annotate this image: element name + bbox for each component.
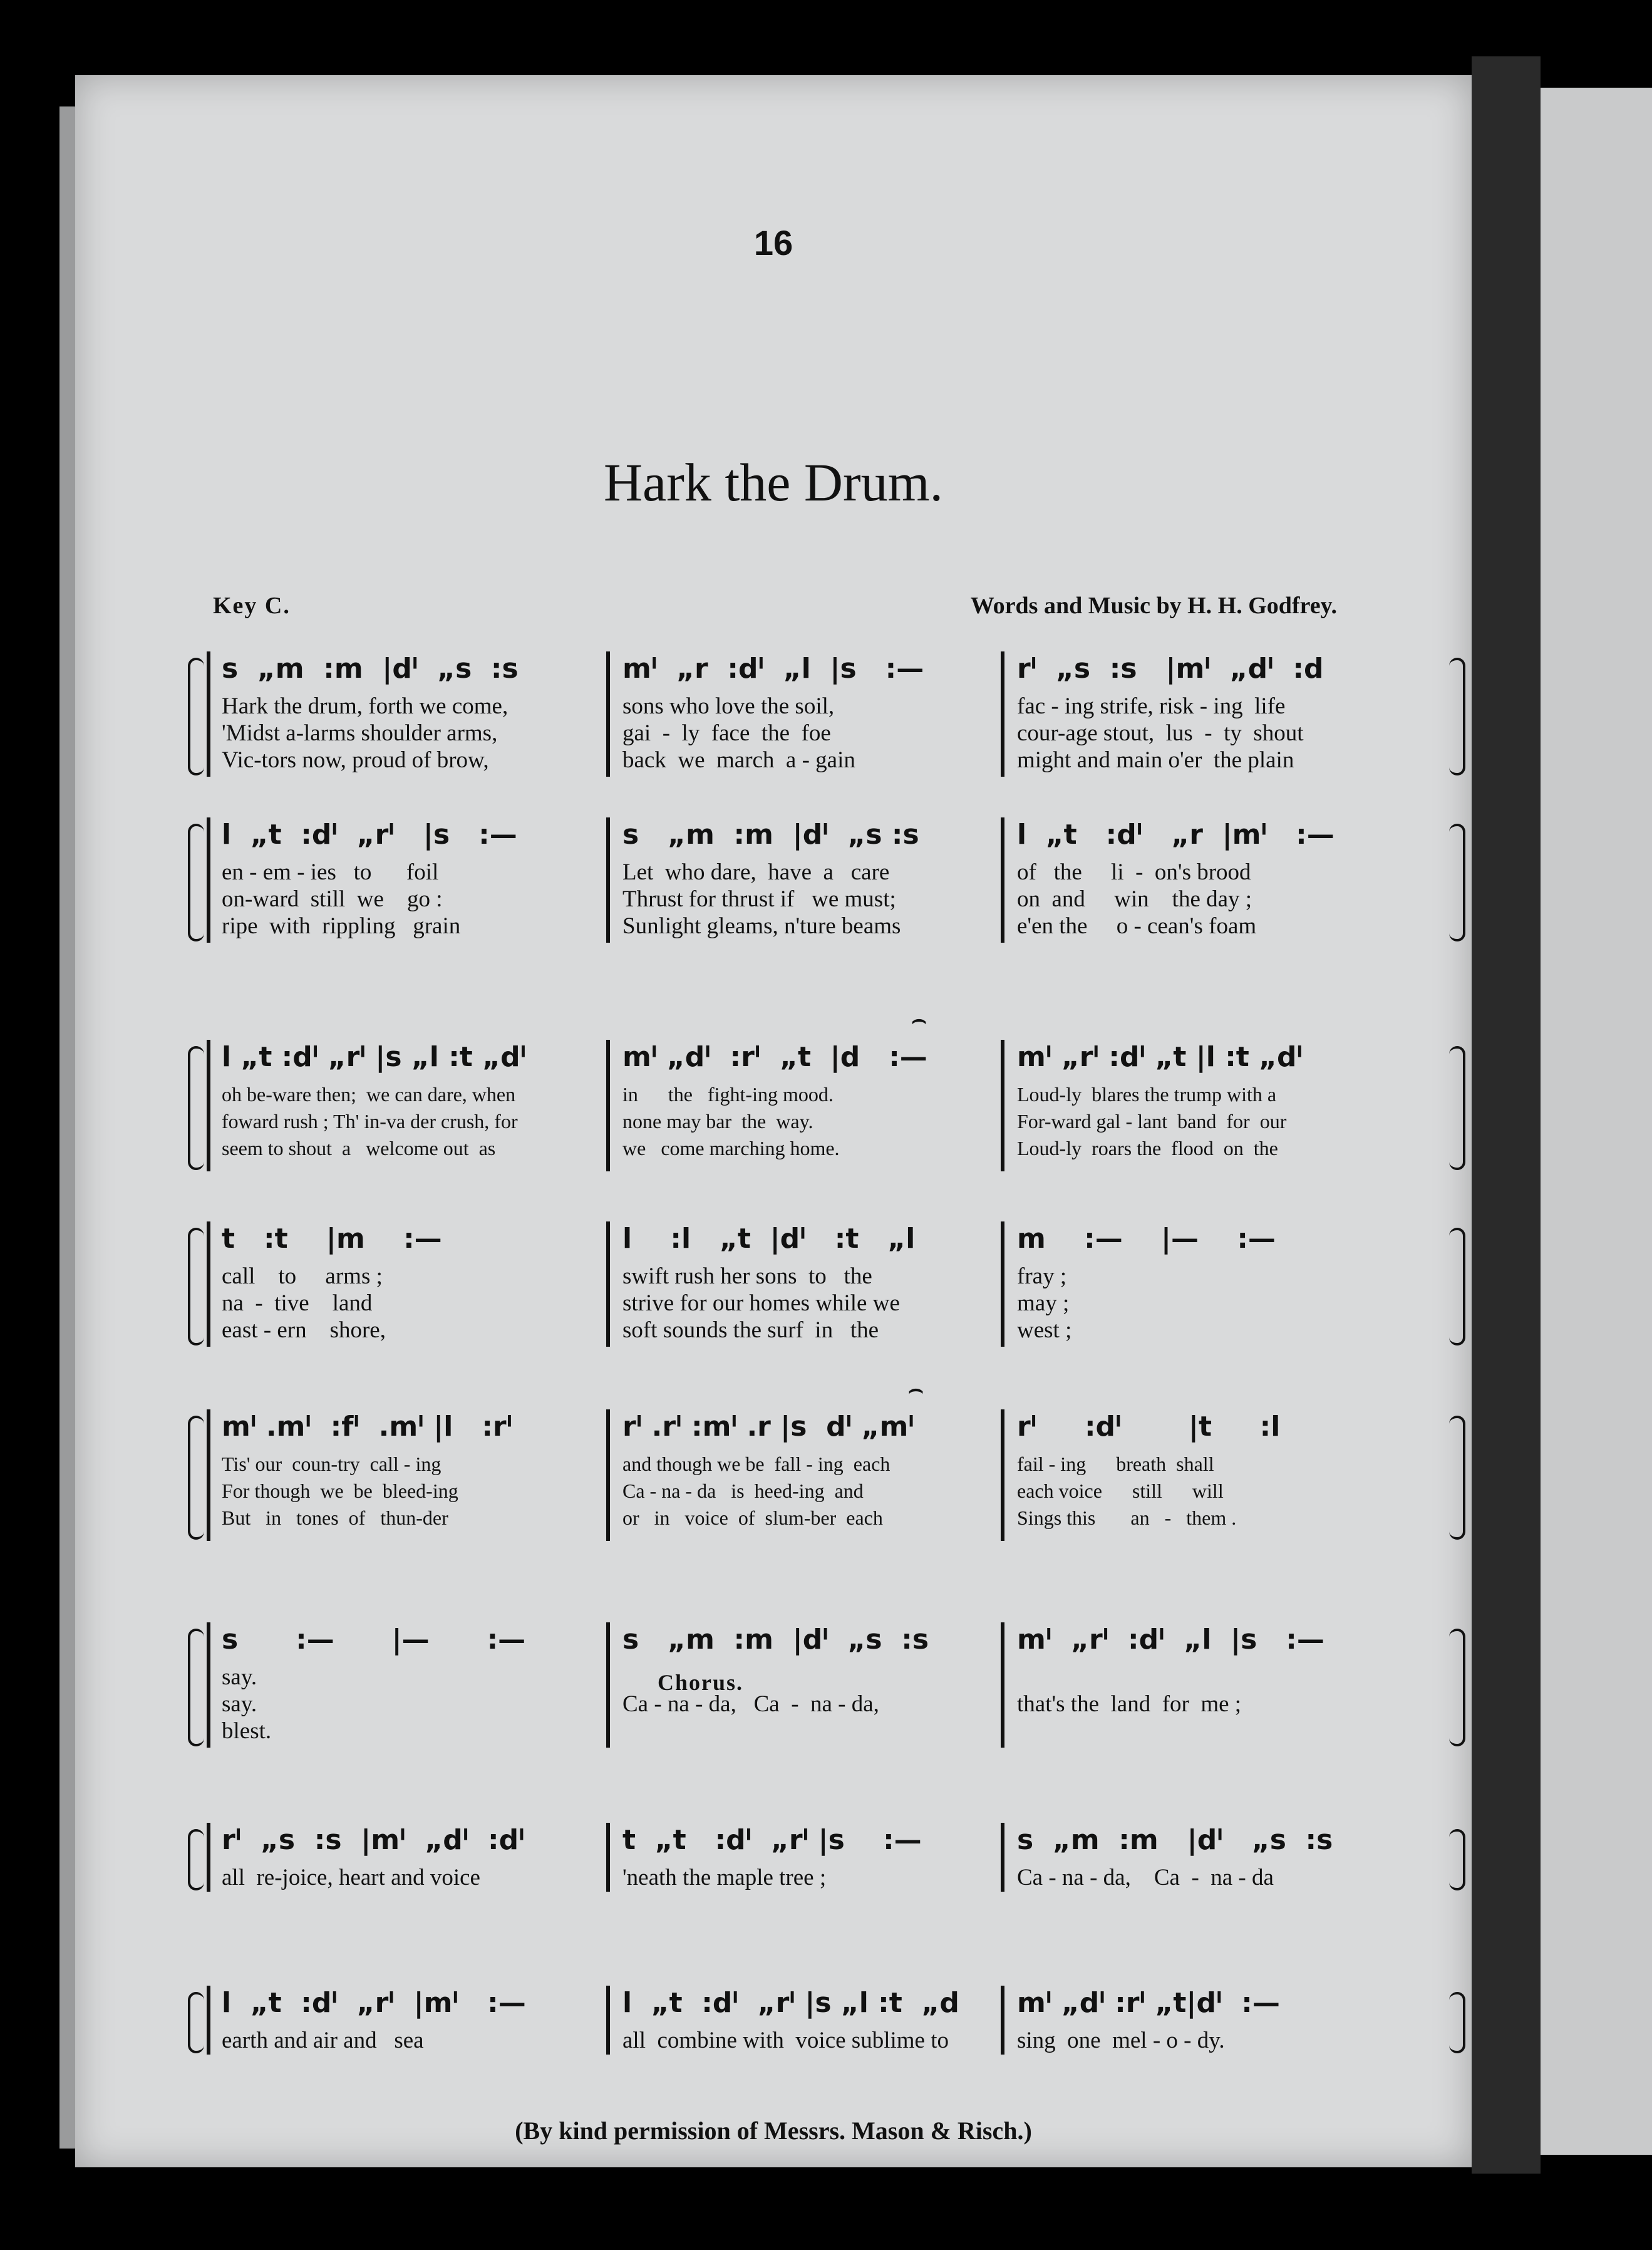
lyric-line [622, 1664, 1004, 1691]
bar-line [1001, 1040, 1004, 1171]
bar-line [207, 1986, 210, 2055]
lyric-line: For though we be bleed-ing [222, 1480, 458, 1502]
lyric-lines [222, 1864, 604, 1891]
lyric-line: Ca - na - da is heed-ing and [622, 1480, 864, 1502]
solfa-notes: l :l „t |dˡ :t „l [622, 1223, 916, 1255]
left-page-edge [59, 106, 77, 2149]
lyric-line: and though we be fall - ing each [622, 1453, 891, 1475]
lyric-line: Let who dare, have a care [622, 859, 890, 885]
solfa-notes: s „m :m |dˡ „s :s [622, 1624, 929, 1656]
solfa-notes: s :— |— :— [222, 1624, 526, 1656]
lyric-line: Tis' our coun-try call - ing [222, 1453, 441, 1475]
lyric-lines [622, 859, 1004, 940]
lyric-line [1017, 1718, 1399, 1745]
permission-note: (By kind permission of Messrs. Mason & Risch.) [515, 2117, 1032, 2145]
bar-line [1001, 1986, 1004, 2055]
lyric-line [1017, 1664, 1399, 1691]
lyric-line: ripe with rippling grain [222, 913, 461, 939]
lyric-line: fac - ing strife, risk - ing life [1017, 693, 1286, 719]
lyric-line: strive for our homes while we [622, 1290, 900, 1316]
page [75, 75, 1472, 2167]
lyric-line: Sings this an - them . [1017, 1506, 1237, 1529]
lyric-line: foward rush ; Th' in-va der crush, for [222, 1110, 518, 1133]
lyric-line: sons who love the soil, [622, 693, 835, 719]
lyric-lines [1017, 859, 1399, 940]
bar-line [207, 1823, 210, 1892]
lyric-lines [222, 1081, 604, 1162]
lyric-line: or in voice of slum-ber each [622, 1506, 883, 1529]
lyric-line: say. [222, 1664, 257, 1690]
lyric-lines [622, 1664, 1004, 1745]
bar-line [207, 1221, 210, 1347]
lyric-line: sing one mel - o - dy. [1017, 2028, 1225, 2053]
lyric-line: Loud-ly blares the trump with a [1017, 1083, 1277, 1106]
music-system [188, 817, 1465, 943]
lyric-lines [1017, 1451, 1399, 1532]
lyric-line: each voice still will [1017, 1480, 1224, 1502]
bar-line [1001, 1622, 1004, 1748]
lyric-line: 'Midst a-larms shoulder arms, [222, 720, 498, 746]
lyric-lines [622, 2027, 1004, 2054]
music-system [188, 651, 1465, 777]
lyric-lines [1017, 1864, 1399, 1891]
bar-line [606, 1040, 610, 1171]
left-brace [188, 1829, 204, 1890]
solfa-notes: l „t :dˡ „rˡ |s :— [222, 819, 517, 851]
solfa-notes: s „m :m |dˡ „s :s [1017, 1824, 1333, 1856]
lyric-lines [622, 1081, 1004, 1162]
lyric-lines [622, 1451, 1004, 1532]
lyric-lines [1017, 1263, 1399, 1344]
chorus-label: Chorus. [658, 1670, 744, 1695]
right-brace [1449, 1228, 1465, 1345]
key-signature: Key C. [213, 593, 291, 619]
lyric-line: all re-joice, heart and voice [222, 1865, 480, 1890]
lyric-line: Thrust for thrust if we must; [622, 886, 896, 912]
solfa-notes: s „m :m |dˡ „s :s [222, 653, 519, 685]
lyric-line: Ca - na - da, Ca - na - da, [622, 1691, 879, 1717]
left-brace [188, 1992, 204, 2053]
lyric-line: may ; [1017, 1290, 1070, 1316]
solfa-notes: rˡ :dˡ |t :l [1017, 1411, 1281, 1443]
solfa-notes: mˡ „rˡ :dˡ „l |s :— [1017, 1624, 1324, 1656]
music-system [188, 1040, 1465, 1171]
lyric-line: soft sounds the surf in the [622, 1317, 879, 1343]
right-brace [1449, 1992, 1465, 2053]
lyric-line: swift rush her sons to the [622, 1263, 872, 1289]
solfa-notes: mˡ „r :dˡ „l |s :— [622, 653, 924, 685]
lyric-line: seem to shout a welcome out as [222, 1137, 496, 1159]
right-brace [1449, 658, 1465, 775]
lyric-line: might and main o'er the plain [1017, 747, 1294, 773]
bar-line [606, 1622, 610, 1748]
bar-line [207, 651, 210, 777]
fermata-mark: ⌢ [911, 1005, 927, 1033]
lyric-line: all combine with voice sublime to [622, 2028, 949, 2053]
solfa-notes: t „t :dˡ „rˡ |s :— [622, 1824, 922, 1856]
author-credit: Words and Music by H. H. Godfrey. [970, 593, 1337, 619]
right-brace [1449, 824, 1465, 941]
bar-line [1001, 1823, 1004, 1892]
solfa-notes: m :— |— :— [1017, 1223, 1276, 1255]
fermata-mark: ⌢ [908, 1375, 924, 1402]
bar-line [1001, 1221, 1004, 1347]
solfa-notes: mˡ „dˡ :rˡ „t |d :— [622, 1041, 927, 1073]
lyric-line: For-ward gal - lant band for our [1017, 1110, 1287, 1133]
right-brace [1449, 1046, 1465, 1170]
lyric-line: that's the land for me ; [1017, 1691, 1242, 1717]
lyric-line: e'en the o - cean's foam [1017, 913, 1257, 939]
lyric-line: Vic-tors now, proud of brow, [222, 747, 489, 773]
left-brace [188, 1629, 204, 1746]
lyric-line: cour-age stout, lus - ty shout [1017, 720, 1304, 746]
lyric-lines [222, 1451, 604, 1532]
bar-line [207, 1622, 210, 1748]
lyric-lines [1017, 1664, 1399, 1745]
lyric-line: back we march a - gain [622, 747, 855, 773]
solfa-notes: mˡ „rˡ :dˡ „t |l :t „dˡ [1017, 1041, 1303, 1073]
solfa-notes: rˡ „s :s |mˡ „dˡ :d [1017, 653, 1324, 685]
lyric-line: in the fight-ing mood. [622, 1083, 834, 1106]
right-brace [1449, 1829, 1465, 1890]
bar-line [606, 1221, 610, 1347]
left-brace [188, 1046, 204, 1170]
bar-line [207, 1409, 210, 1541]
solfa-notes: mˡ .mˡ :fˡ .mˡ |l :rˡ [222, 1411, 513, 1443]
lyric-line: say. [222, 1691, 257, 1717]
solfa-notes: t :t |m :— [222, 1223, 442, 1255]
solfa-notes: l „t :dˡ „rˡ |s „l :t „d [622, 1987, 959, 2019]
lyric-line: of the li - on's brood [1017, 859, 1251, 885]
bar-line [606, 1823, 610, 1892]
left-brace [188, 824, 204, 941]
music-system [188, 1986, 1465, 2055]
bar-line [606, 1986, 610, 2055]
music-system [188, 1221, 1465, 1347]
lyric-line: Loud-ly roars the flood on the [1017, 1137, 1278, 1159]
lyric-line: west ; [1017, 1317, 1072, 1343]
music-system [188, 1622, 1465, 1748]
lyric-line [622, 1718, 1004, 1745]
solfa-notes: rˡ .rˡ :mˡ .r |s dˡ „mˡ [622, 1411, 914, 1443]
lyric-line: earth and air and sea [222, 2028, 424, 2053]
right-brace [1449, 1416, 1465, 1540]
lyric-line: 'neath the maple tree ; [622, 1865, 827, 1890]
facing-page-edge [1541, 88, 1652, 2155]
lyric-line: call to arms ; [222, 1263, 383, 1289]
solfa-notes: s „m :m |dˡ „s :s [622, 819, 919, 851]
lyric-lines [1017, 2027, 1399, 2054]
solfa-notes: l „t :dˡ „r |mˡ :— [1017, 819, 1335, 851]
lyric-lines [1017, 1081, 1399, 1162]
lyric-line: fray ; [1017, 1263, 1067, 1289]
bar-line [1001, 651, 1004, 777]
lyric-lines [622, 1263, 1004, 1344]
right-brace [1449, 1629, 1465, 1746]
left-brace [188, 1416, 204, 1540]
music-system [188, 1823, 1465, 1892]
lyric-lines [222, 1664, 604, 1745]
solfa-notes: mˡ „dˡ :rˡ „t|dˡ :— [1017, 1987, 1280, 2019]
lyric-line: na - tive land [222, 1290, 373, 1316]
lyric-lines [1017, 693, 1399, 774]
lyric-line: blest. [222, 1718, 272, 1744]
lyric-line: east - ern shore, [222, 1317, 386, 1343]
lyric-lines [222, 1263, 604, 1344]
lyric-line: none may bar the way. [622, 1110, 813, 1133]
page-number: 16 [753, 223, 793, 262]
bar-line [606, 1409, 610, 1541]
lyric-lines [222, 693, 604, 774]
solfa-notes: l „t :dˡ „rˡ |s „l :t „dˡ [222, 1041, 527, 1073]
solfa-notes: rˡ „s :s |mˡ „dˡ :dˡ [222, 1824, 525, 1856]
lyric-lines [622, 1864, 1004, 1891]
lyric-line: gai - ly face the foe [622, 720, 831, 746]
lyric-line: on and win the day ; [1017, 886, 1252, 912]
lyric-line: Hark the drum, forth we come, [222, 693, 509, 719]
lyric-line: on-ward still we go : [222, 886, 443, 912]
book-spine [1472, 56, 1541, 2174]
bar-line [606, 817, 610, 943]
bar-line [1001, 1409, 1004, 1541]
lyric-line: Ca - na - da, Ca - na - da [1017, 1865, 1274, 1890]
lyric-lines [222, 859, 604, 940]
bar-line [207, 1040, 210, 1171]
lyric-lines [222, 2027, 604, 2054]
song-title: Hark the Drum. [603, 452, 944, 512]
lyric-lines [622, 693, 1004, 774]
lyric-line: en - em - ies to foil [222, 859, 439, 885]
lyric-line: we come marching home. [622, 1137, 840, 1159]
lyric-line: Sunlight gleams, n'ture beams [622, 913, 901, 939]
bar-line [207, 817, 210, 943]
lyric-line: oh be-ware then; we can dare, when [222, 1083, 516, 1106]
music-system [188, 1409, 1465, 1541]
left-brace [188, 658, 204, 775]
bar-line [606, 651, 610, 777]
bar-line [1001, 817, 1004, 943]
lyric-line: But in tones of thun-der [222, 1506, 448, 1529]
lyric-line: fail - ing breath shall [1017, 1453, 1214, 1475]
left-brace [188, 1228, 204, 1345]
solfa-notes: l „t :dˡ „rˡ |mˡ :— [222, 1987, 526, 2019]
